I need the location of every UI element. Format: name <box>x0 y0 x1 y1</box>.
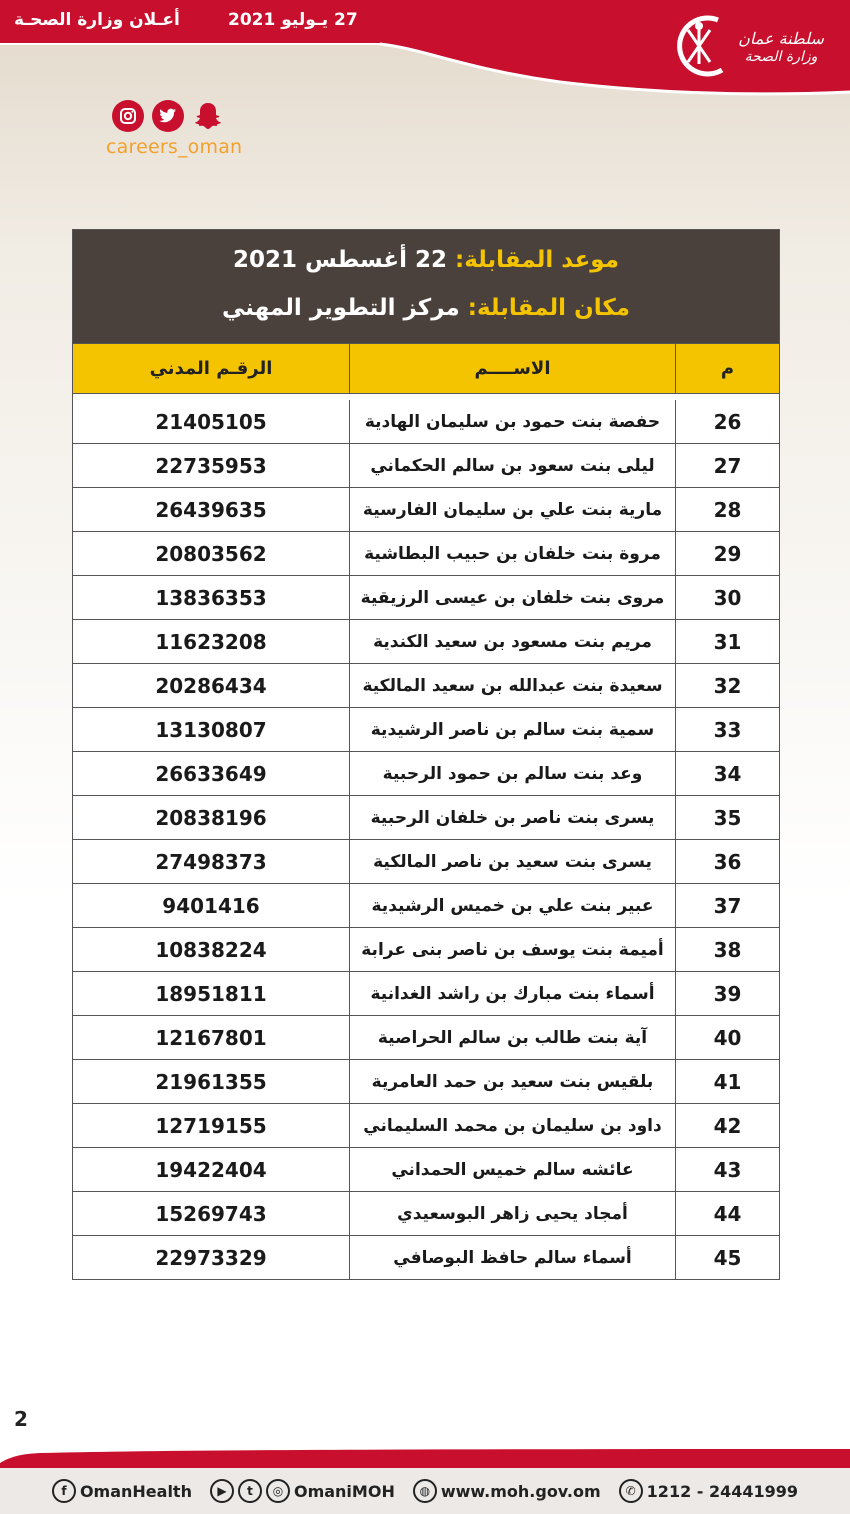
table-row <box>73 531 779 575</box>
row-name: وعد بنت سالم بن حمود الرحبية <box>349 752 675 795</box>
row-civil-id: 21961355 <box>155 1069 267 1094</box>
row-civil-id: 12167801 <box>155 1025 267 1050</box>
row-number: 27 <box>675 444 779 487</box>
twitter-icon: t <box>238 1479 262 1503</box>
table-body <box>73 400 779 1279</box>
row-number: 29 <box>675 532 779 575</box>
table-row <box>73 663 779 707</box>
column-header-number: م <box>675 344 779 393</box>
row-name: أمجاد يحيى زاهر البوسعيدي <box>349 1192 675 1235</box>
row-name: داود بن سليمان بن محمد السليماني <box>349 1104 675 1147</box>
row-civil-id: 19422404 <box>155 1157 267 1182</box>
table-row <box>73 927 779 971</box>
table-row <box>73 1147 779 1191</box>
footer-social-handle: OmaniMOH <box>293 1481 395 1501</box>
row-name: مروة بنت خلفان بن حبيب البطاشية <box>349 532 675 575</box>
row-number: 39 <box>675 972 779 1015</box>
snapchat-icon[interactable] <box>192 100 224 132</box>
footer-facebook-handle: OmanHealth <box>79 1481 192 1501</box>
row-number: 43 <box>675 1148 779 1191</box>
row-civil-id: 10838224 <box>155 937 267 962</box>
row-civil-id: 15269743 <box>155 1201 267 1226</box>
row-civil-id: 22973329 <box>155 1245 267 1270</box>
interview-date-line <box>73 230 779 284</box>
footer-phone[interactable] <box>619 1479 798 1503</box>
table-row <box>73 883 779 927</box>
row-name: سمية بنت سالم بن ناصر الرشيدية <box>349 708 675 751</box>
footer-website-url: www.moh.gov.om <box>440 1481 601 1501</box>
facebook-icon: f <box>52 1479 76 1503</box>
interview-place-label: مكان المقابلة: <box>467 295 630 321</box>
table-row <box>73 839 779 883</box>
row-number: 34 <box>675 752 779 795</box>
row-civil-id: 13130807 <box>155 717 267 742</box>
row-number: 37 <box>675 884 779 927</box>
interview-place-value: مركز التطوير المهني <box>222 295 460 321</box>
row-civil-id: 20803562 <box>155 541 267 566</box>
row-civil-id: 26439635 <box>155 497 267 522</box>
row-name: مريم بنت مسعود بن سعيد الكندية <box>349 620 675 663</box>
interview-info <box>73 230 779 343</box>
interview-date-label: موعد المقابلة: <box>455 247 619 273</box>
row-name: مارية بنت علي بن سليمان الفارسية <box>349 488 675 531</box>
social-careers <box>106 100 241 158</box>
row-number: 26 <box>675 400 779 443</box>
row-civil-id: 22735953 <box>155 453 267 478</box>
twitter-icon[interactable] <box>152 100 184 132</box>
footer-website[interactable] <box>413 1479 601 1503</box>
footer-social[interactable] <box>210 1479 395 1503</box>
table-row <box>73 575 779 619</box>
phone-icon: ✆ <box>619 1479 643 1503</box>
logo-line-2: وزارة الصحة <box>744 49 818 65</box>
row-name: عبير بنت علي بن خميس الرشيدية <box>349 884 675 927</box>
interview-table <box>72 229 780 1280</box>
column-header-name: الاســــم <box>349 344 675 393</box>
row-number: 45 <box>675 1236 779 1279</box>
row-number: 35 <box>675 796 779 839</box>
header-banner <box>0 0 850 110</box>
table-row <box>73 619 779 663</box>
row-civil-id: 18951811 <box>155 981 267 1006</box>
page-number: 2 <box>14 1407 28 1431</box>
row-name: أسماء سالم حافظ البوصافي <box>349 1236 675 1279</box>
row-number: 33 <box>675 708 779 751</box>
ministry-logo <box>668 12 836 82</box>
table-row <box>73 707 779 751</box>
row-civil-id: 13836353 <box>155 585 267 610</box>
row-civil-id: 26633649 <box>155 761 267 786</box>
row-name: بلقيس بنت سعيد بن حمد العامرية <box>349 1060 675 1103</box>
row-name: مروى بنت خلفان بن عيسى الرزيقية <box>349 576 675 619</box>
row-name: أميمة بنت يوسف بن ناصر بنى عرابة <box>349 928 675 971</box>
row-name: عائشه سالم خميس الحمداني <box>349 1148 675 1191</box>
table-row <box>73 751 779 795</box>
careers-handle[interactable]: careers_oman <box>106 136 243 158</box>
row-number: 41 <box>675 1060 779 1103</box>
footer-stripe <box>0 1449 850 1469</box>
table-row <box>73 1059 779 1103</box>
row-name: يسرى بنت سعيد بن ناصر المالكية <box>349 840 675 883</box>
youtube-icon: ▶ <box>210 1479 234 1503</box>
row-number: 28 <box>675 488 779 531</box>
row-number: 32 <box>675 664 779 707</box>
row-number: 42 <box>675 1104 779 1147</box>
interview-place-line <box>73 284 779 332</box>
logo-line-1: سلطنة عمان <box>738 29 824 48</box>
row-name: حفصة بنت حمود بن سليمان الهادية <box>349 400 675 443</box>
table-row <box>73 1191 779 1235</box>
table-row <box>73 1103 779 1147</box>
row-civil-id: 21405105 <box>155 409 267 434</box>
row-name: ليلى بنت سعود بن سالم الحكماني <box>349 444 675 487</box>
row-civil-id: 12719155 <box>155 1113 267 1138</box>
column-header-civil-id: الرقـم المدني <box>149 358 273 379</box>
announcement-title: أعـلان وزارة الصحـة <box>14 10 180 30</box>
column-headers <box>73 343 779 394</box>
row-name: آية بنت طالب بن سالم الحراصية <box>349 1016 675 1059</box>
row-name: يسرى بنت ناصر بن خلفان الرحبية <box>349 796 675 839</box>
row-civil-id: 27498373 <box>155 849 267 874</box>
row-civil-id: 20838196 <box>155 805 267 830</box>
table-row <box>73 443 779 487</box>
row-civil-id: 11623208 <box>155 629 267 654</box>
ministry-name <box>726 30 836 66</box>
row-number: 36 <box>675 840 779 883</box>
globe-icon: ◍ <box>413 1479 437 1503</box>
footer-facebook[interactable] <box>52 1479 192 1503</box>
row-number: 38 <box>675 928 779 971</box>
table-row <box>73 400 779 443</box>
row-civil-id: 9401416 <box>162 893 260 918</box>
footer-phone-number: 1212 - 24441999 <box>646 1481 799 1501</box>
announcement-date: 27 يـوليو 2021 <box>228 10 358 30</box>
table-row <box>73 795 779 839</box>
instagram-icon[interactable] <box>112 100 144 132</box>
row-number: 44 <box>675 1192 779 1235</box>
table-row <box>73 1015 779 1059</box>
table-row <box>73 1235 779 1279</box>
row-number: 30 <box>675 576 779 619</box>
table-row <box>73 971 779 1015</box>
row-name: أسماء بنت مبارك بن راشد الغدانية <box>349 972 675 1015</box>
table-row <box>73 487 779 531</box>
footer-bar <box>0 1468 850 1514</box>
row-civil-id: 20286434 <box>155 673 267 698</box>
row-number: 31 <box>675 620 779 663</box>
oman-emblem-icon <box>668 12 730 82</box>
row-number: 40 <box>675 1016 779 1059</box>
instagram-icon: ◎ <box>266 1479 290 1503</box>
interview-date-value: 22 أغسطس 2021 <box>233 247 447 273</box>
row-name: سعيدة بنت عبدالله بن سعيد المالكية <box>349 664 675 707</box>
